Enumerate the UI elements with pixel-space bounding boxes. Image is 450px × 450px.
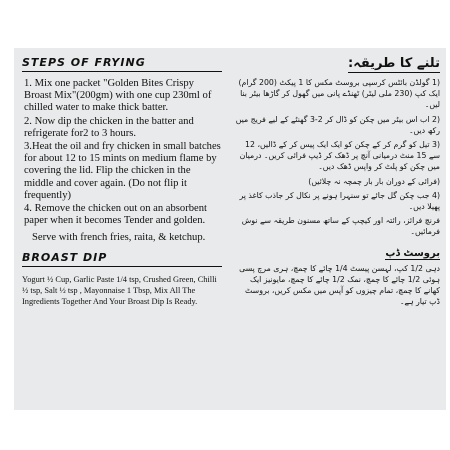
dip-recipe-text: Yogurt ½ Cup, Garlic Paste 1/4 tsp, Crushed Green, Chilli ½ tsp, Salt ½ tsp , Mayonnaise 1 Tbsp, Mix All The Ingredients Together And Your Broast Dip Is Ready. <box>22 275 217 306</box>
step-item: 1. Mix one packet "Golden Bites Crispy Broast Mix"(200gm) with one cup 230ml of chilled water to make thick batter. <box>24 78 212 114</box>
frying-heading: STEPS OF FRYING <box>22 56 146 69</box>
urdu-steps <box>234 77 440 238</box>
urdu-dip-text <box>234 263 440 308</box>
urdu-step-item: (2 اب اس بیٹر میں چکن کو ڈال کر 2-3 گھنٹے کے لیے فریج میں رکھ دیں۔ <box>235 114 440 135</box>
serving-suggestion: Serve with french fries, raita, & ketchup. <box>32 232 206 244</box>
urdu-dip-heading: بروسٹ ڈپ <box>385 247 440 259</box>
frying-steps-list <box>22 78 222 227</box>
urdu-step-item: (فرائی کے دوران بار بار چمچہ نہ چلائیں) <box>308 176 440 186</box>
urdu-dip-line: دہی 1/2 کپ، لہسن پیسٹ 1/4 چائے کا چمچ، ہری مرچ پسی ہوئی 1/2 چائے کا چمچ، نمک 1/2 چائے کا چمچ، مایونیز ایک کھانے کا چمچ، تمام چیزوں کو آپس میں مکس کریں، بروسٹ ڈپ تیار ہے۔ <box>239 263 440 307</box>
urdu-column <box>234 52 440 310</box>
urdu-step-item: (3 تیل کو گرم کر کے چکن کو ایک ایک پیس کر کے ڈالیں، 12 سے 15 منٹ درمیانی آنچ پر ڈھک کر ڈیپ فرائی کریں۔ درمیان میں چکن کو پلٹ کر واپس ڈھک دیں۔ <box>239 140 440 172</box>
urdu-step-item: (1 گولڈن بائٹس کرسپی بروسٹ مکس کا 1 پیکٹ (200 گرام) ایک کپ (230 ملی لیٹر) ٹھنڈے پانی میں گھول کر گاڑھا بیٹر بنا لیں۔ <box>238 78 440 110</box>
urdu-frying-heading: تلنے کا طریقہ: <box>348 56 440 71</box>
frying-heading-wrap <box>22 56 222 72</box>
english-column <box>22 56 222 307</box>
step-item: 2. Now dip the chicken in the batter and refrigerate for2 to 3 hours. <box>24 115 194 139</box>
urdu-step-item: (4 جب چکن گل جائے تو سنہرا ہونے پر نکال کر جاذب کاغذ پر پھیلا دیں۔ <box>239 190 440 212</box>
dip-heading-wrap <box>22 251 222 267</box>
step-item: 4. Remove the chicken out on an absorbent paper when it becomes Tender and golden. <box>24 203 207 227</box>
urdu-serving-suggestion: فرنچ فرائز، رائتہ اور کیچپ کے ساتھ مسنون طریقہ سے نوش فرمائیں۔ <box>241 216 440 237</box>
dip-heading: BROAST DIP <box>22 251 108 265</box>
recipe-card <box>14 48 446 410</box>
step-item: 3.Heat the oil and fry chicken in small batches for about 12 to 15 mints on medium flame by covering the lid. Flip the chicken in the middle and cover again. (Do not flip it frequently) <box>24 141 221 201</box>
